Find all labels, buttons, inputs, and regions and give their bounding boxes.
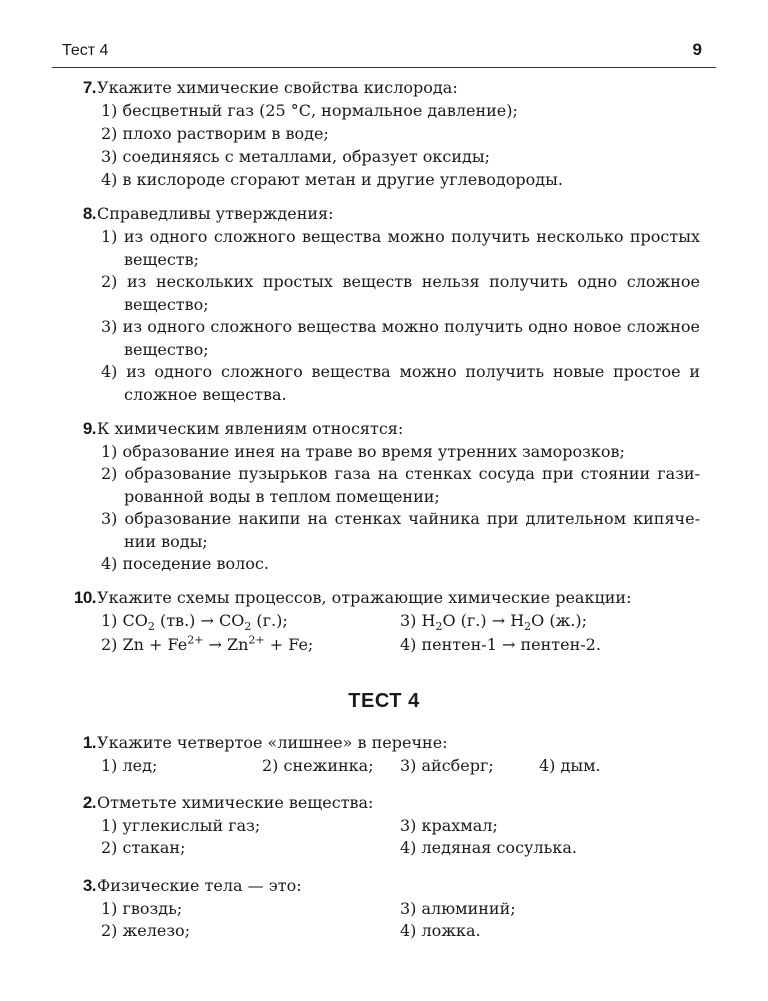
answer-option-continuation: веществ; <box>124 250 200 269</box>
answer-option-continuation: сложное вещества. <box>124 385 287 404</box>
answer-option: 1) $CO_2$ $(тв.) \to CO_2$ (г.); <box>101 611 288 634</box>
answer-option: 3) из одного сложного вещества можно получить одно новое сложное <box>101 317 700 336</box>
question-number: 8. <box>82 204 96 223</box>
answer-option: 2) плохо растворим в воде; <box>101 124 329 143</box>
answer-option: 4) пентен-1 → пентен-2. <box>400 635 601 654</box>
answer-option: 2) железо; <box>101 921 191 940</box>
answer-option: 4) поседение волос. <box>101 554 269 573</box>
question-stem: Укажите химические свойства кислорода: <box>97 78 458 97</box>
question-stem: Укажите схемы процессов, отражающие химические реакции: <box>97 588 632 607</box>
running-title: Тест 4 <box>62 42 109 59</box>
answer-option: 2) стакан; <box>101 838 186 857</box>
answer-option: 3) образование накипи на стенках чайника при длительном кипяче- <box>101 509 700 528</box>
answer-option: 3) крахмал; <box>400 816 498 835</box>
answer-option: 2) снежинка; <box>262 756 374 775</box>
answer-option: 4) дым. <box>539 756 601 775</box>
question-number: 10. <box>73 588 96 607</box>
answer-option: 3) айсберг; <box>400 756 494 775</box>
answer-option: 2) из нескольких простых веществ нельзя получить одно сложное <box>101 272 700 291</box>
answer-option: 4) ложка. <box>400 921 481 940</box>
answer-option: 1) гвоздь; <box>101 899 183 918</box>
answer-option: 2) образование пузырьков газа на стенках сосуда при стоянии гази- <box>101 464 700 483</box>
question-number: 1. <box>82 733 96 752</box>
question-stem: Справедливы утверждения: <box>97 204 334 223</box>
answer-option: 4) в кислороде сгорают метан и другие углеводороды. <box>101 170 563 189</box>
question-number: 9. <box>82 419 96 438</box>
question-stem: Физические тела — это: <box>97 876 302 895</box>
question-stem: Отметьте химические вещества: <box>97 793 374 812</box>
answer-option: 3) $H_2O$ $(г.) \to H_2O$ (ж.); <box>400 611 588 634</box>
question-number: 7. <box>82 78 96 97</box>
answer-option: 1) из одного сложного вещества можно получить несколько простых <box>101 227 700 246</box>
answer-option-continuation: вещество; <box>124 295 209 314</box>
answer-option: 2) $Zn + Fe^{2+} \to Zn^{2+} + Fe$; <box>101 633 314 654</box>
header-rule <box>52 67 716 68</box>
question-stem: Укажите четвертое «лишнее» в перечне: <box>97 733 448 752</box>
answer-option-continuation: вещество; <box>124 340 209 359</box>
answer-option: 3) алюминий; <box>400 899 516 918</box>
answer-option: 1) углекислый газ; <box>101 816 261 835</box>
answer-option: 3) соединяясь с металлами, образует оксиды; <box>101 147 491 166</box>
answer-option: 1) бесцветный газ (25 °С, нормальное давление); <box>101 101 518 120</box>
answer-option: 4) из одного сложного вещества можно получить новые простое и <box>101 362 700 381</box>
answer-option: 4) ледяная сосулька. <box>400 838 577 857</box>
page-number: 9 <box>692 40 702 59</box>
question-stem: К химическим явлениям относятся: <box>97 419 404 438</box>
answer-option: 1) образование инея на траве во время утренних заморозков; <box>101 442 625 461</box>
section-title: ТЕСТ 4 <box>348 690 420 712</box>
question-number: 2. <box>82 793 96 812</box>
answer-option-continuation: рованной воды в теплом помещении; <box>124 487 440 506</box>
page-header <box>52 38 716 68</box>
answer-option-continuation: нии воды; <box>124 532 208 551</box>
answer-option: 1) лед; <box>101 756 158 775</box>
question-number: 3. <box>82 876 96 895</box>
